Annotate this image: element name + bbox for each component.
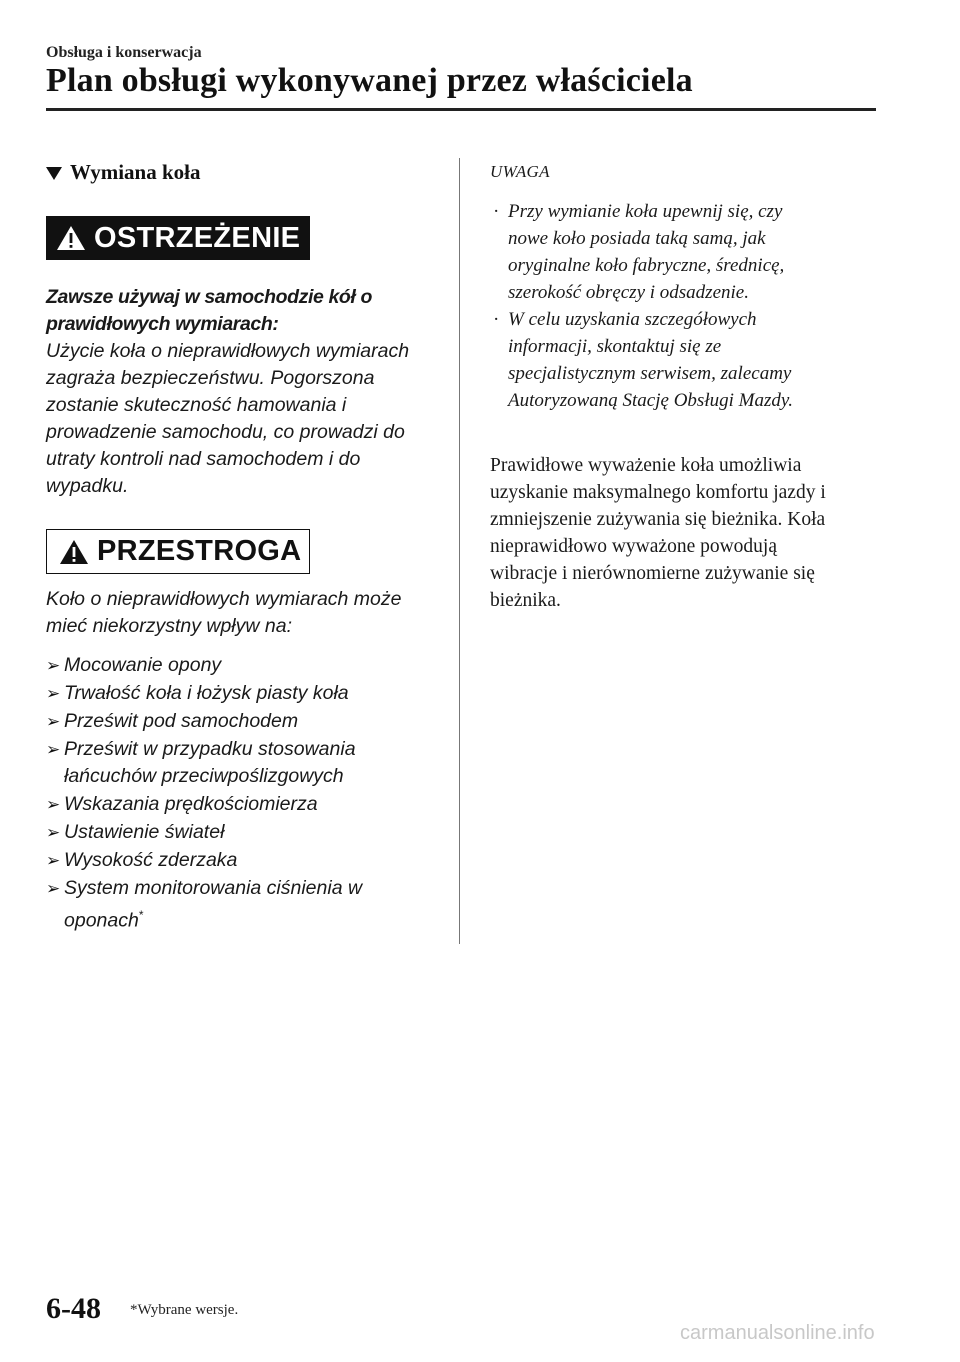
caution-badge	[46, 529, 310, 574]
footnote-mark: *	[138, 908, 144, 922]
caution-badge-label: PRZESTROGA	[97, 535, 302, 567]
warning-body-line: zagraża bezpieczeństwu. Pogorszona	[46, 367, 375, 389]
triangle-down-icon	[46, 167, 62, 180]
list-item: ➢ System monitorowania ciśnienia w oponach*	[46, 877, 363, 932]
warning-badge-label: OSTRZEŻENIE	[94, 221, 301, 254]
list-item: · Przy wymianie koła upewnij się, czy nowe koło posiada taką samą, jak oryginalne koło fabryczne, średnicę, szerokość obręczy i odsadzenie.	[490, 198, 880, 306]
caution-intro-line: mieć niekorzystny wpływ na:	[46, 615, 292, 637]
warning-badge	[46, 216, 310, 260]
list-item: ➢ Prześwit pod samochodem	[46, 708, 446, 735]
caution-intro	[46, 586, 446, 640]
body-paragraph: Prawidłowe wyważenie koła umożliwia uzyskanie maksymalnego komfortu jazdy i zmniejszenie zużywania się bieżnika. Koła nieprawidłowo wyważone powodują wibracje i nierównomierne zużywanie się bieżnika.	[490, 455, 826, 611]
arrow-bullet-icon: ➢	[46, 712, 61, 731]
warning-body-line: zostanie skuteczność hamowania i	[46, 394, 347, 416]
arrow-bullet-icon: ➢	[46, 684, 61, 703]
list-item: · W celu uzyskania szczegółowych informacji, skontaktuj się ze specjalistycznym serwisem, zalecamy Autoryzowaną Stację Obsługi Mazdy.	[490, 306, 880, 414]
arrow-bullet-icon: ➢	[46, 823, 61, 842]
warning-lead-line: prawidłowych wymiarach:	[46, 313, 279, 335]
subsection-heading	[46, 160, 201, 185]
watermark: carmanualsonline.info	[680, 1322, 875, 1344]
bullet-dot-icon: ·	[493, 201, 500, 222]
list-item: ➢ Wskazania prędkościomierza	[46, 791, 446, 818]
warning-body	[46, 338, 446, 500]
bullet-dot-icon: ·	[493, 309, 500, 330]
footnote: *Wybrane wersje.	[130, 1302, 239, 1318]
subsection-heading-text: Wymiana koła	[70, 160, 201, 184]
list-item: ➢ Prześwit w przypadku stosowania łańcuchów przeciwpoślizgowych	[46, 738, 356, 787]
title-rule	[46, 108, 876, 111]
warning-triangle-icon	[59, 538, 89, 566]
arrow-bullet-icon: ➢	[46, 851, 61, 870]
page-title: Plan obsługi wykonywanej przez właściciela	[46, 62, 693, 99]
list-item: ➢ Mocowanie opony	[46, 652, 446, 679]
list-item: ➢ Ustawienie świateł	[46, 819, 446, 846]
note-title: UWAGA	[490, 162, 550, 181]
warning-body-line: wypadku.	[46, 475, 129, 497]
section-label: Obsługa i konserwacja	[46, 44, 202, 61]
warning-lead-line: Zawsze używaj w samochodzie kół o	[46, 286, 372, 308]
caution-intro-line: Koło o nieprawidłowych wymiarach może	[46, 588, 402, 610]
warning-triangle-icon	[56, 224, 86, 252]
arrow-bullet-icon: ➢	[46, 656, 61, 675]
note-list	[490, 198, 880, 414]
warning-body-line: prowadzenie samochodu, co prowadzi do	[46, 421, 405, 443]
warning-body-line: utraty kontroli nad samochodem i do	[46, 448, 361, 470]
arrow-bullet-icon: ➢	[46, 879, 61, 898]
list-item: ➢ Wysokość zderzaka	[46, 847, 446, 874]
warning-lead	[46, 284, 446, 338]
page-number: 6-48	[46, 1292, 101, 1325]
column-divider	[459, 158, 460, 944]
list-item: ➢ Trwałość koła i łożysk piasty koła	[46, 680, 446, 707]
arrow-bullet-icon: ➢	[46, 740, 61, 759]
warning-body-line: Użycie koła o nieprawidłowych wymiarach	[46, 340, 410, 362]
arrow-bullet-icon: ➢	[46, 795, 61, 814]
caution-list	[46, 652, 446, 936]
